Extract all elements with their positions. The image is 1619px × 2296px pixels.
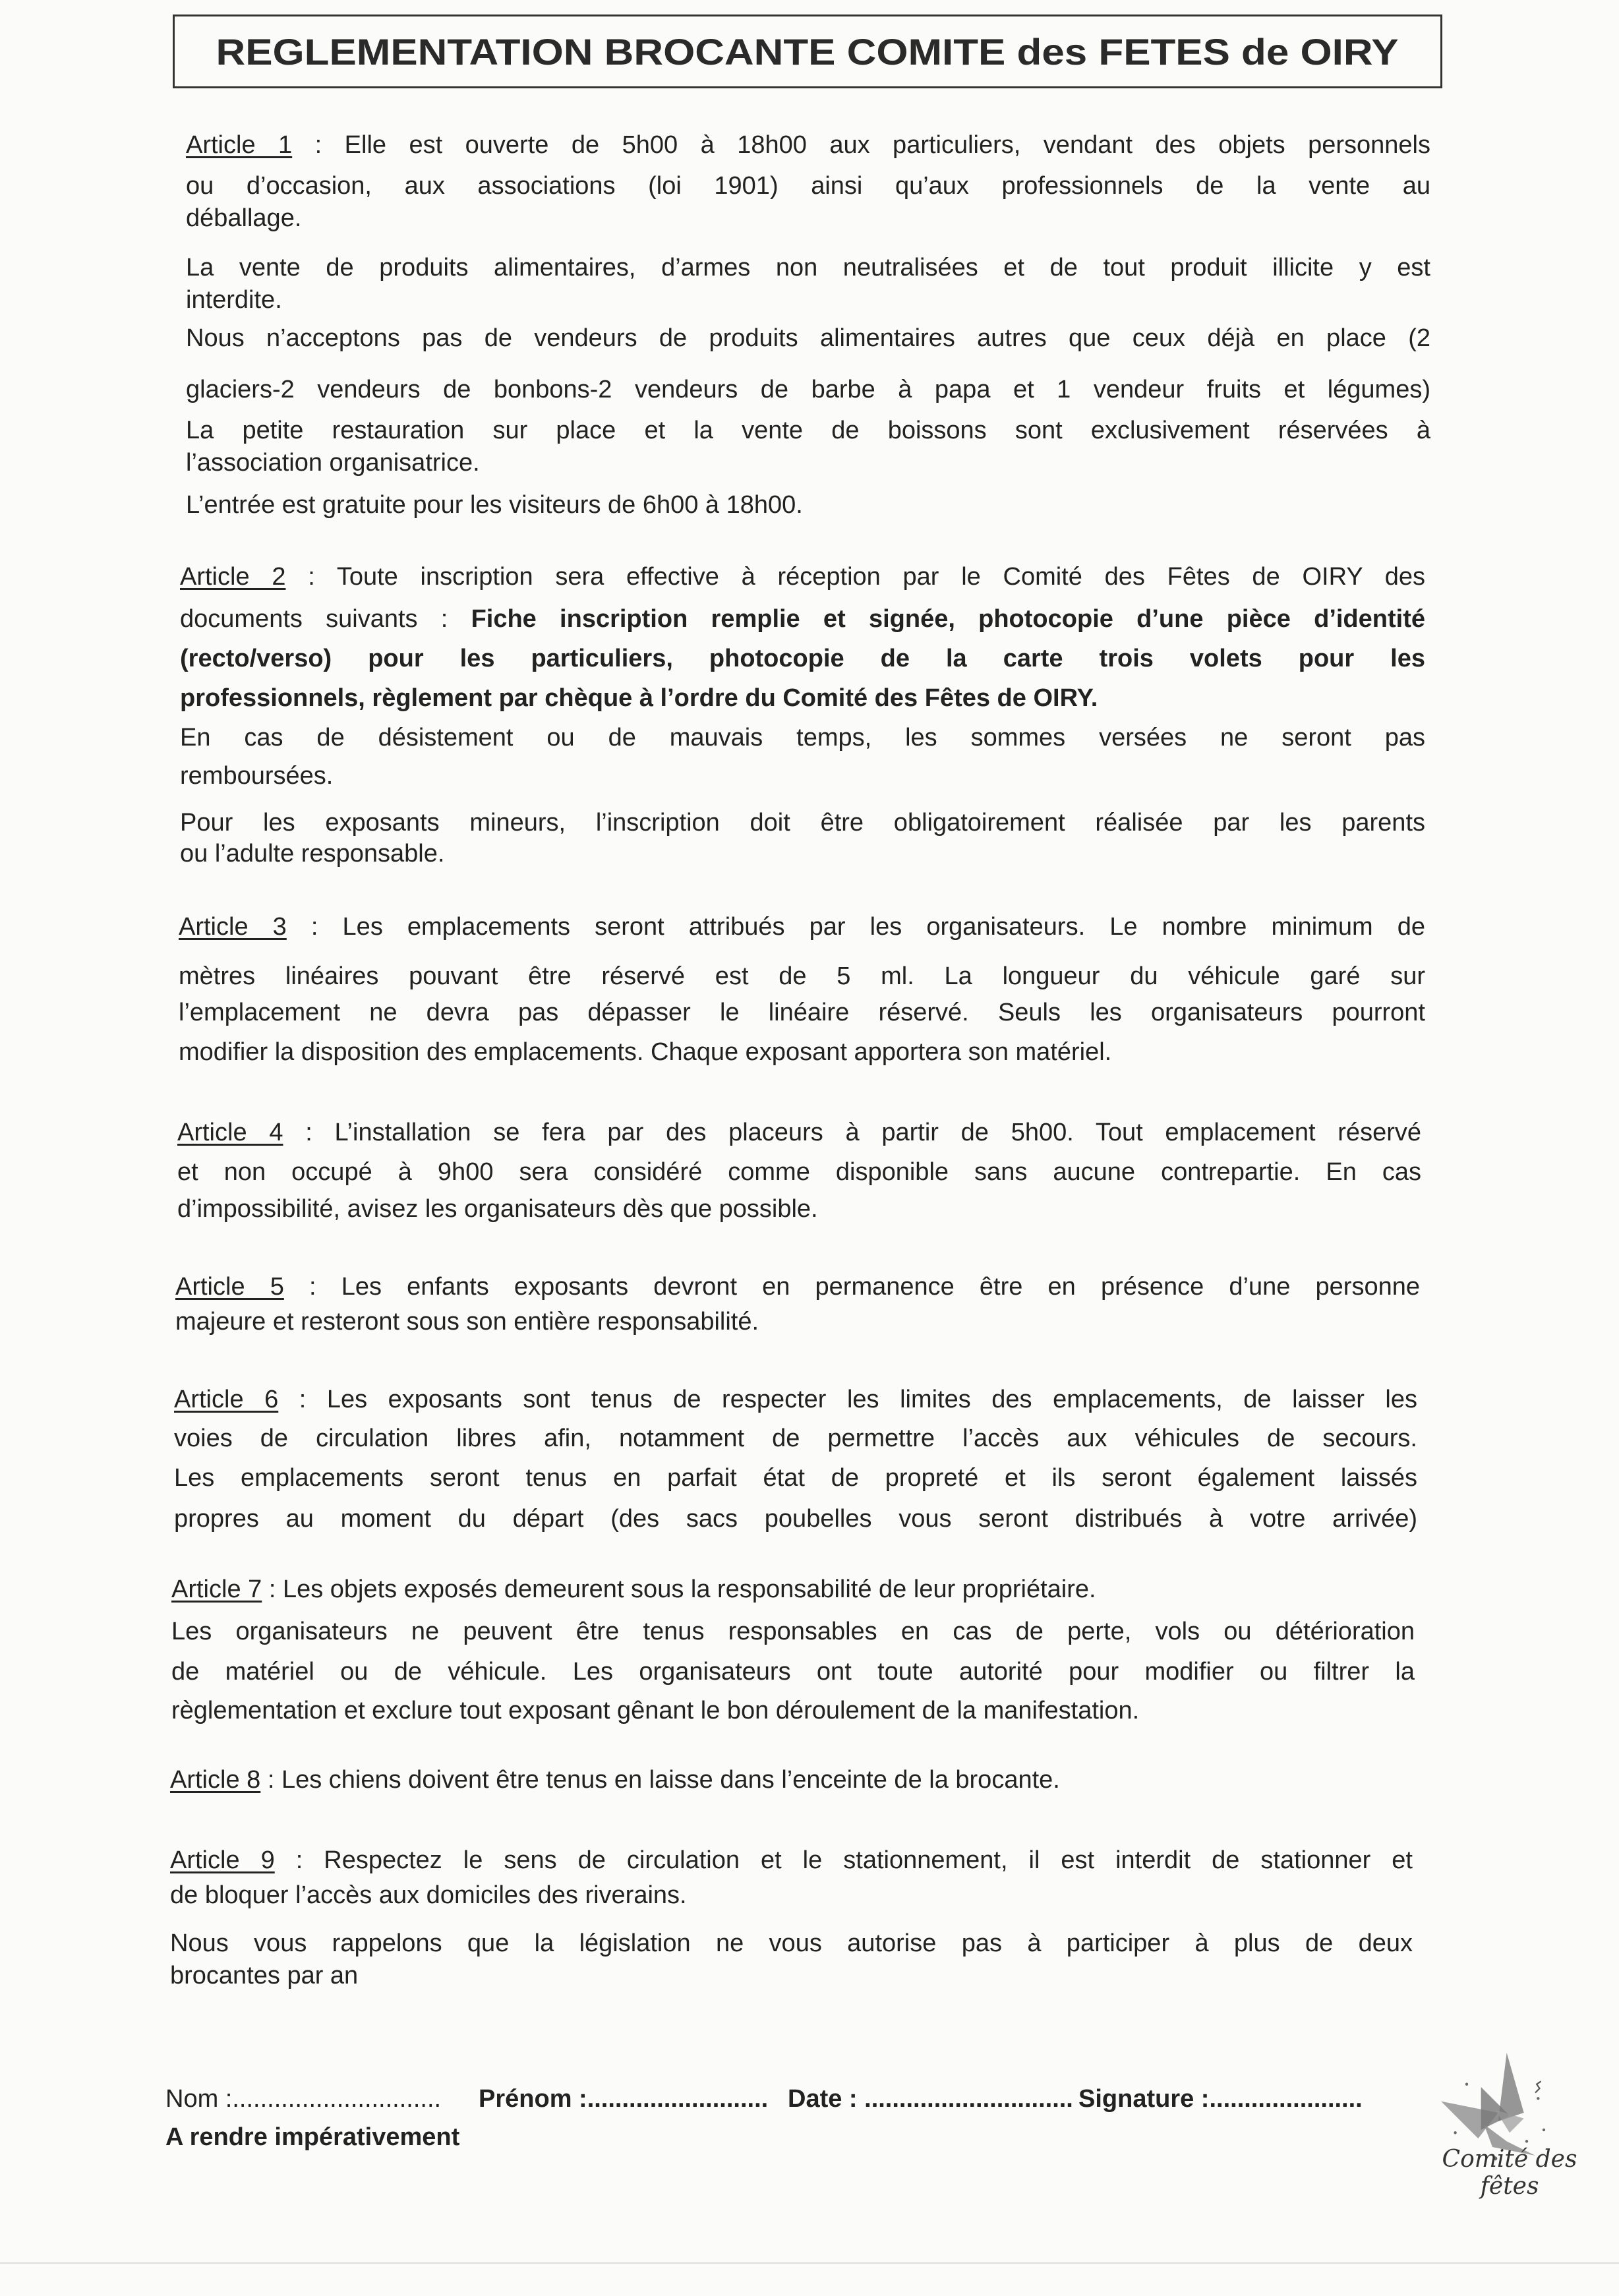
article-9-line <box>170 1879 1413 1911</box>
article-9-line <box>170 1960 1413 1991</box>
prenom-field[interactable]: Prénom :.......................... <box>479 2085 769 2113</box>
text-segment: règlementation et exclure tout exposant gênant le bon déroulement de la manifestation. <box>171 1697 1140 1724</box>
text-segment: Fiche inscription remplie et signée, photocopie d’une pièce d’identité <box>471 605 1425 633</box>
article-3-line <box>179 1036 1425 1068</box>
text-segment: (recto/verso) pour les particuliers, photocopie de la carte trois volets pour les <box>180 645 1425 672</box>
article-label: Article 8 <box>170 1766 261 1794</box>
article-1-heading-line <box>186 129 1430 161</box>
article-1-line <box>186 374 1430 405</box>
article-2-line <box>180 807 1425 839</box>
article-7-heading-line <box>171 1574 1415 1605</box>
article-2-line <box>180 603 1425 635</box>
article-6-line <box>174 1503 1417 1535</box>
text-segment: : L’installation se fera par des placeurs à partir de 5h00. Tout emplacement réservé <box>283 1119 1421 1146</box>
text-segment: brocantes par an <box>170 1962 359 1989</box>
article-4-line <box>177 1193 1421 1225</box>
text-segment: : Les emplacements seront attribués par les organisateurs. Le nombre minimum de <box>286 913 1425 941</box>
article-6-heading-line <box>174 1384 1417 1415</box>
article-6-line <box>174 1462 1417 1494</box>
article-1-line <box>186 322 1430 354</box>
divider <box>0 2262 1619 2264</box>
article-label: Article 5 <box>175 1273 284 1301</box>
text-segment: déballage. <box>186 204 302 232</box>
article-3-heading-line <box>179 911 1425 943</box>
text-segment: voies de circulation libres afin, notamment de permettre l’accès aux véhicules de secours. <box>174 1425 1417 1452</box>
text-segment: Les organisateurs ne peuvent être tenus responsables en cas de perte, vols ou détérioration <box>171 1618 1415 1645</box>
text-segment: ou d’occasion, aux associations (loi 1901) ainsi qu’aux professionnels de la vente au <box>186 172 1430 200</box>
article-2-line <box>180 722 1425 753</box>
text-segment: : Respectez le sens de circulation et le stationnement, il est interdit de stationner et <box>274 1846 1413 1874</box>
article-5-line <box>175 1306 1420 1338</box>
text-segment: La vente de produits alimentaires, d’armes non neutralisées et de tout produit illicite y est <box>186 254 1430 281</box>
text-segment: remboursées. <box>180 762 334 790</box>
article-9-line <box>170 1928 1413 1959</box>
text-segment: documents suivants : <box>180 605 471 633</box>
title-box <box>173 15 1442 88</box>
text-segment: L’entrée est gratuite pour les visiteurs de 6h00 à 18h00. <box>186 491 803 519</box>
article-label: Article 7 <box>171 1575 262 1603</box>
text-segment: mètres linéaires pouvant être réservé est de 5 ml. La longueur du véhicule garé sur <box>179 962 1425 990</box>
article-9-heading-line <box>170 1844 1413 1876</box>
article-4-heading-line <box>177 1117 1421 1148</box>
text-segment: de bloquer l’accès aux domiciles des riverains. <box>170 1881 687 1909</box>
text-segment: majeure et resteront sous son entière responsabilité. <box>175 1308 759 1336</box>
article-2-line <box>180 760 1425 792</box>
text-segment: Les emplacements seront tenus en parfait état de propreté et ils seront également laissés <box>174 1464 1417 1492</box>
article-6-line <box>174 1423 1417 1454</box>
text-segment: l’emplacement ne devra pas dépasser le linéaire réservé. Seuls les organisateurs pourront <box>179 999 1425 1026</box>
article-1-line <box>186 170 1430 202</box>
text-segment: La petite restauration sur place et la vente de boissons sont exclusivement réservées à <box>186 417 1430 444</box>
text-segment: professionnels, règlement par chèque à l’ordre du Comité des Fêtes de OIRY. <box>180 684 1098 712</box>
text-segment: ou l’adulte responsable. <box>180 840 445 868</box>
article-1-line <box>186 415 1430 446</box>
text-segment: : Les objets exposés demeurent sous la responsabilité de leur propriétaire. <box>262 1575 1096 1603</box>
text-segment: : Les chiens doivent être tenus en laisse dans l’enceinte de la brocante. <box>260 1766 1060 1794</box>
text-segment: de matériel ou de véhicule. Les organisateurs ont toute autorité pour modifier ou filtrer la <box>171 1658 1415 1686</box>
nom-field[interactable]: Nom :.............................. <box>165 2085 442 2113</box>
article-label: Article 2 <box>180 563 286 591</box>
text-segment: propres au moment du départ (des sacs poubelles vous seront distribués à votre arrivée) <box>174 1505 1417 1533</box>
article-1-line <box>186 252 1430 283</box>
text-segment: interdite. <box>186 286 282 314</box>
article-3-line <box>179 960 1425 992</box>
article-1-line <box>186 447 1430 479</box>
article-label: Article 6 <box>174 1386 279 1413</box>
text-segment: Nous vous rappelons que la législation ne vous autorise pas à participer à plus de deux <box>170 1929 1413 1957</box>
text-segment: : Toute inscription sera effective à réception par le Comité des Fêtes de OIRY des <box>285 563 1425 591</box>
article-4-line <box>177 1156 1421 1188</box>
text-segment: d’impossibilité, avisez les organisateurs dès que possible. <box>177 1195 818 1223</box>
text-segment: Pour les exposants mineurs, l’inscription doit être obligatoirement réalisée par les parents <box>180 809 1425 837</box>
article-label: Article 9 <box>170 1846 275 1874</box>
text-segment: En cas de désistement ou de mauvais temps, les sommes versées ne seront pas <box>180 724 1425 751</box>
article-2-line <box>180 682 1425 714</box>
return-note: A rendre impérativement <box>165 2123 460 2151</box>
text-segment: : Les enfants exposants devront en permanence être en présence d’une personne <box>283 1273 1420 1301</box>
article-label: Article 1 <box>186 131 293 159</box>
article-1-line <box>186 284 1430 316</box>
article-1-line <box>186 202 1430 234</box>
text-segment: et non occupé à 9h00 sera considéré comme disponible sans aucune contrepartie. En cas <box>177 1158 1421 1186</box>
article-5-heading-line <box>175 1271 1420 1303</box>
signature-field[interactable]: Signature :...................... <box>1078 2085 1363 2113</box>
article-7-line <box>171 1695 1415 1726</box>
article-label: Article 3 <box>179 913 287 941</box>
text-segment: glaciers-2 vendeurs de bonbons-2 vendeurs de barbe à papa et 1 vendeur fruits et légumes) <box>186 376 1430 403</box>
logo-text: Comité des fêtes <box>1442 2146 1577 2200</box>
text-segment: : Elle est ouverte de 5h00 à 18h00 aux particuliers, vendant des objets personnels <box>292 131 1430 159</box>
article-3-line <box>179 997 1425 1028</box>
article-2-line <box>180 838 1425 869</box>
text-segment: l’association organisatrice. <box>186 449 480 477</box>
article-1-line <box>186 489 1430 521</box>
text-segment: modifier la disposition des emplacements. Chaque exposant apportera son matériel. <box>179 1038 1112 1066</box>
text-segment: Nous n’acceptons pas de vendeurs de produits alimentaires autres que ceux déjà en place (2 <box>186 324 1430 352</box>
article-label: Article 4 <box>177 1119 283 1146</box>
article-7-line <box>171 1616 1415 1647</box>
article-8-heading-line <box>170 1764 1413 1796</box>
text-segment: : Les exposants sont tenus de respecter les limites des emplacements, de laisser les <box>278 1386 1417 1413</box>
article-2-line <box>180 643 1425 674</box>
article-2-heading-line <box>180 561 1425 593</box>
article-7-line <box>171 1656 1415 1688</box>
date-field[interactable]: Date : .............................. <box>788 2085 1073 2113</box>
page-title: REGLEMENTATION BROCANTE COMITE des FETES de OIRY <box>216 30 1399 73</box>
